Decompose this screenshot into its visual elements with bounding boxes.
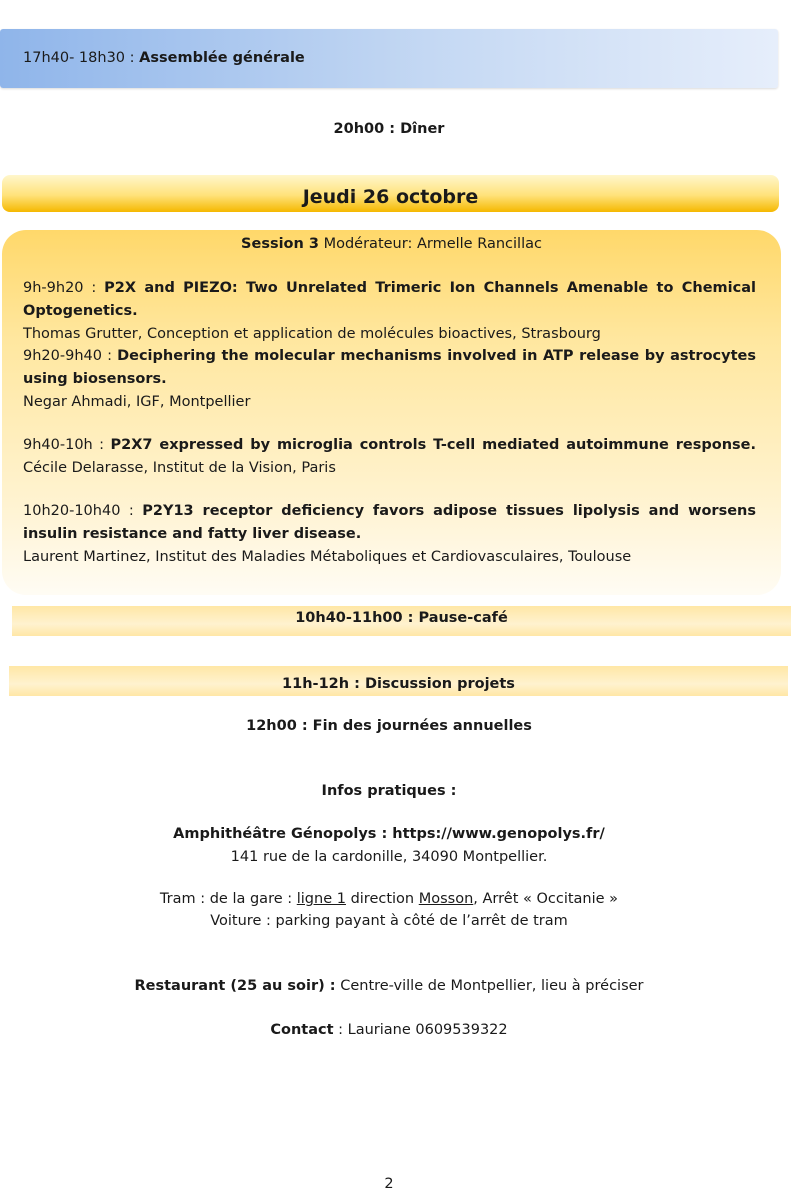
talk-item: [23, 345, 756, 414]
talk-item: [23, 500, 756, 569]
assemblee-title: Assemblée générale: [139, 50, 305, 66]
contact-line: [0, 1022, 778, 1038]
tram-line-link[interactable]: ligne 1: [296, 891, 346, 907]
voiture-line: Voiture : parking payant à côté de l’arrêt de tram: [210, 913, 568, 929]
tram-mid: direction: [345, 891, 419, 907]
fin-line: 12h00 : Fin des journées annuelles: [246, 718, 532, 734]
talk-speaker: Negar Ahmadi, IGF, Montpellier: [23, 394, 251, 410]
talk-speaker: Thomas Grutter, Conception et application de molécules bioactives, Strasbourg: [23, 326, 601, 342]
address-line: 141 rue de la cardonille, 34090 Montpellier.: [230, 849, 548, 865]
talk-time: 10h20-10h40 :: [23, 503, 143, 519]
diner-line: 20h00 : Dîner: [333, 121, 445, 137]
talk-title: Deciphering the molecular mechanisms involved in ATP release by astrocytes using biosensors.: [23, 348, 756, 387]
session-moderator: Modérateur: Armelle Rancillac: [318, 236, 542, 252]
talk-item: [23, 277, 756, 346]
talk-item: [23, 434, 756, 480]
talk-speaker: Laurent Martinez, Institut des Maladies Métaboliques et Cardiovasculaires, Toulouse: [23, 549, 632, 565]
restaurant-text: Centre-ville de Montpellier, lieu à préciser: [335, 978, 644, 994]
talk-time: 9h40-10h :: [23, 437, 111, 453]
tram-suffix: , Arrêt « Occitanie »: [473, 891, 619, 907]
restaurant-label: Restaurant (25 au soir) :: [134, 978, 336, 994]
talk-time: 9h-9h20 :: [23, 280, 105, 296]
venue-line: Amphithéâtre Génopolys : https://www.genopolys.fr/: [173, 826, 605, 842]
session-label: Session 3: [241, 236, 319, 252]
assemblee-time: 17h40- 18h30 :: [23, 50, 140, 66]
day-heading: Jeudi 26 octobre: [302, 186, 479, 208]
talk-time: 9h20-9h40 :: [23, 348, 118, 364]
talk-speaker: Cécile Delarasse, Institut de la Vision, Paris: [23, 460, 336, 476]
tram-line: [0, 891, 778, 907]
tram-dest-link[interactable]: Mosson: [418, 891, 474, 907]
restaurant-line: [0, 978, 778, 994]
tram-prefix: Tram : de la gare :: [159, 891, 297, 907]
session-title: [2, 236, 781, 252]
page-number: 2: [384, 1176, 394, 1192]
infos-heading: Infos pratiques :: [321, 783, 457, 799]
assemblee-line: [23, 50, 305, 66]
talk-title: P2X and PIEZO: Two Unrelated Trimeric Ion Channels Amenable to Chemical Optogenetics.: [23, 280, 756, 319]
discussion-line: 11h-12h : Discussion projets: [282, 676, 515, 692]
contact-label: Contact: [270, 1022, 334, 1038]
pause-line: 10h40-11h00 : Pause-café: [295, 610, 508, 626]
talk-title: P2Y13 receptor deficiency favors adipose tissues lipolysis and worsens insulin resistance and fatty liver disease.: [23, 503, 756, 542]
talk-title: P2X7 expressed by microglia controls T-cell mediated autoimmune response.: [110, 437, 757, 453]
contact-text: : Lauriane 0609539322: [333, 1022, 508, 1038]
